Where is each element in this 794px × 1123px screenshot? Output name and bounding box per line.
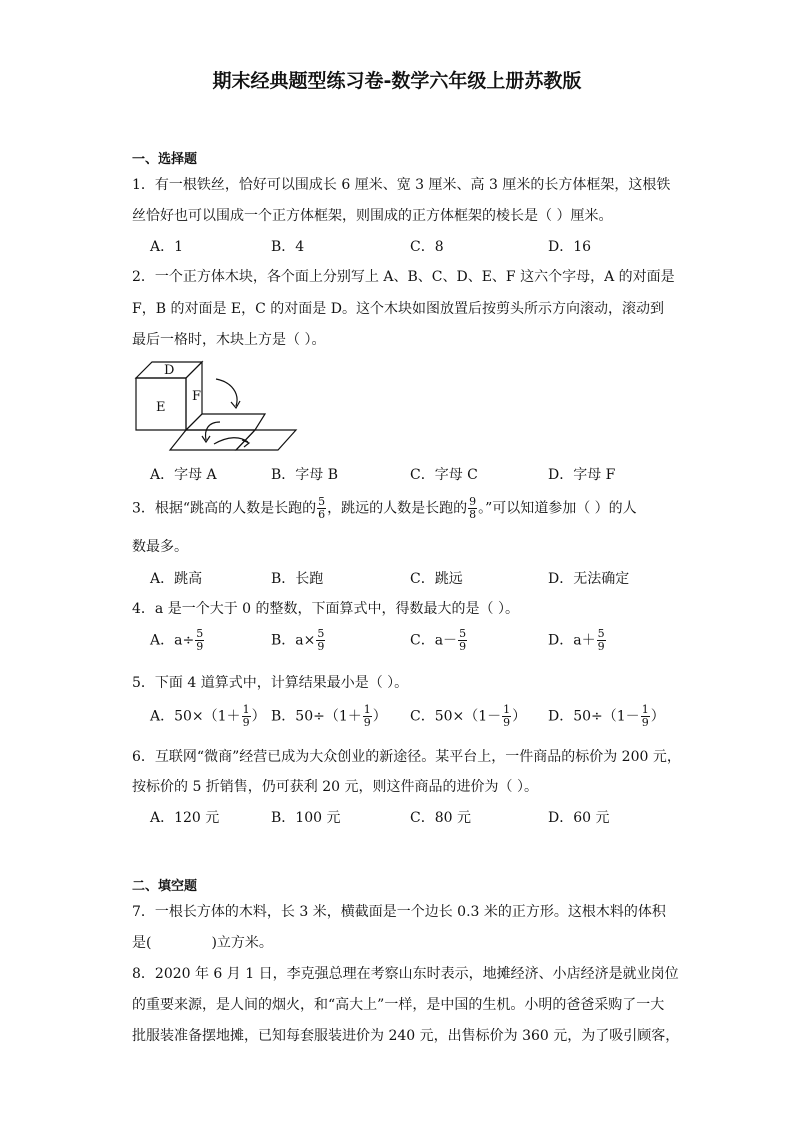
option-label: A．a÷ (150, 632, 195, 649)
fraction: $\frac{1}{9}$ (641, 703, 649, 729)
option-label: B．a× (271, 632, 316, 649)
fraction: $\frac{1}{9}$ (503, 703, 511, 729)
option-post: ） (512, 708, 527, 725)
section-heading-choice: 一、选择题 (132, 152, 198, 167)
fraction: $\frac{5}{9}$ (196, 627, 204, 653)
question-5-option-a[interactable] (150, 704, 266, 729)
fraction-9-8: $\frac{9}{8}$ (469, 495, 477, 521)
section-heading-fill: 二、填空题 (132, 879, 198, 894)
question-1-option-b[interactable]: B．4 (271, 239, 305, 255)
option-pre: C．50×（1－ (410, 708, 502, 725)
question-6-option-d[interactable]: D．60 元 (548, 810, 610, 826)
cube-rolling-figure (128, 354, 303, 454)
question-3-line-2: 数最多。 (132, 539, 188, 555)
arrow-roll-left (206, 422, 220, 440)
cube-top-label: D (164, 363, 175, 378)
arrow-head-3 (242, 440, 249, 447)
question-3-text-1: 3．根据“跳高的人数是长跑的 (132, 500, 317, 517)
question-7-post: )立方米。 (211, 935, 273, 951)
question-4-option-b[interactable] (271, 628, 326, 653)
question-4-line-1: 4．a 是一个大于 0 的整数，下面算式中，得数最大的是（ ）。 (132, 601, 519, 617)
fraction-5-6: $\frac{5}{6}$ (318, 495, 326, 521)
question-1-option-d[interactable]: D．16 (548, 239, 592, 255)
fraction: $\frac{1}{9}$ (242, 703, 250, 729)
option-label: D．a＋ (548, 632, 596, 649)
question-8-line-1: 8．2020 年 6 月 1 日，李克强总理在考察山东时表示，地摊经济、小店经济是就业岗位 (132, 966, 679, 982)
question-2-option-a[interactable]: A．字母 A (150, 467, 217, 483)
question-3-text-3: 。”可以知道参加（ ）的人 (478, 500, 637, 517)
grid-cell-1 (186, 414, 265, 430)
question-2-option-c[interactable]: C．字母 C (410, 467, 478, 483)
fraction: $\frac{5}{9}$ (317, 627, 325, 653)
question-3-option-a[interactable]: A．跳高 (150, 571, 203, 587)
question-2-line-3: 最后一格时，木块上方是（ ）。 (132, 332, 326, 348)
option-label: C．a－ (410, 632, 458, 649)
question-6-option-a[interactable]: A．120 元 (150, 810, 220, 826)
question-5-option-d[interactable] (548, 704, 665, 729)
question-1-option-c[interactable]: C．8 (410, 239, 444, 255)
cube-front-label: E (156, 400, 166, 415)
question-7-line-2 (132, 932, 273, 952)
question-5-option-b[interactable] (271, 704, 387, 729)
question-6-line-2: 按标价的 5 折销售，仍可获利 20 元，则这件商品的进价为（ ）。 (132, 779, 538, 795)
arrow-roll-down (216, 379, 237, 406)
option-pre: D．50÷（1－ (548, 708, 640, 725)
question-7-line-1: 7．一根长方体的木料，长 3 米，横截面是一个边长 0.3 米的正方形。这根木料的体积 (132, 904, 666, 920)
option-post: ） (372, 708, 387, 725)
question-4-option-a[interactable] (150, 628, 205, 653)
question-2-line-2: F，B 的对面是 E，C 的对面是 D。这个木块如图放置后按剪头所示方向滚动，滚动到 (132, 301, 664, 317)
cube-side-label: F (192, 389, 202, 404)
fraction: $\frac{5}{9}$ (597, 627, 605, 653)
page-title: 期末经典题型练习卷-数学六年级上册苏教版 (212, 70, 582, 92)
question-3-line-1 (132, 496, 637, 521)
question-8-line-3: 批服装准备摆地摊，已知每套服装进价为 240 元，出售标价为 360 元，为了吸引顾客， (132, 1028, 680, 1044)
question-2-option-b[interactable]: B．字母 B (271, 467, 339, 483)
fraction: $\frac{1}{9}$ (363, 703, 371, 729)
question-6-option-c[interactable]: C．80 元 (410, 810, 471, 826)
question-2-line-1: 2．一个正方体木块，各个面上分别写上 A、B、C、D、E、F 这六个字母，A 的对面是 (132, 269, 675, 285)
question-3-text-2: ，跳远的人数是长跑的 (327, 500, 468, 517)
question-4-option-c[interactable] (410, 628, 468, 653)
question-1-line-2: 丝恰好也可以围成一个正方体框架，则围成的正方体框架的棱长是（ ）厘米。 (132, 208, 613, 224)
question-2-option-d[interactable]: D．字母 F (548, 467, 616, 483)
arrow-head-1 (231, 401, 240, 408)
question-8-line-2: 的重要来源，是人间的烟火，和“高大上”一样，是中国的生机。小明的爸爸采购了一大 (132, 997, 665, 1013)
question-5-line-1: 5．下面 4 道算式中，计算结果最小是（ ）。 (132, 675, 409, 691)
option-post: ） (650, 708, 665, 725)
fraction: $\frac{5}{9}$ (459, 627, 467, 653)
question-3-option-d[interactable]: D．无法确定 (548, 571, 630, 587)
question-1-option-a[interactable]: A．1 (150, 239, 184, 255)
question-4-option-d[interactable] (548, 628, 607, 653)
question-7-pre: 是( (132, 935, 152, 951)
option-pre: A．50×（1＋ (150, 708, 241, 725)
option-pre: B．50÷（1＋ (271, 708, 362, 725)
question-6-line-1: 6．互联网“微商”经营已成为大众创业的新途径。某平台上，一件商品的标价为 200 元， (132, 749, 681, 765)
question-3-option-b[interactable]: B．长跑 (271, 571, 324, 587)
question-1-line-1: 1．有一根铁丝，恰好可以围成长 6 厘米、宽 3 厘米、高 3 厘米的长方体框架，这根铁 (132, 177, 671, 193)
question-3-option-c[interactable]: C．跳远 (410, 571, 463, 587)
question-6-option-b[interactable]: B．100 元 (271, 810, 341, 826)
question-5-option-c[interactable] (410, 704, 526, 729)
option-post: ） (251, 708, 266, 725)
